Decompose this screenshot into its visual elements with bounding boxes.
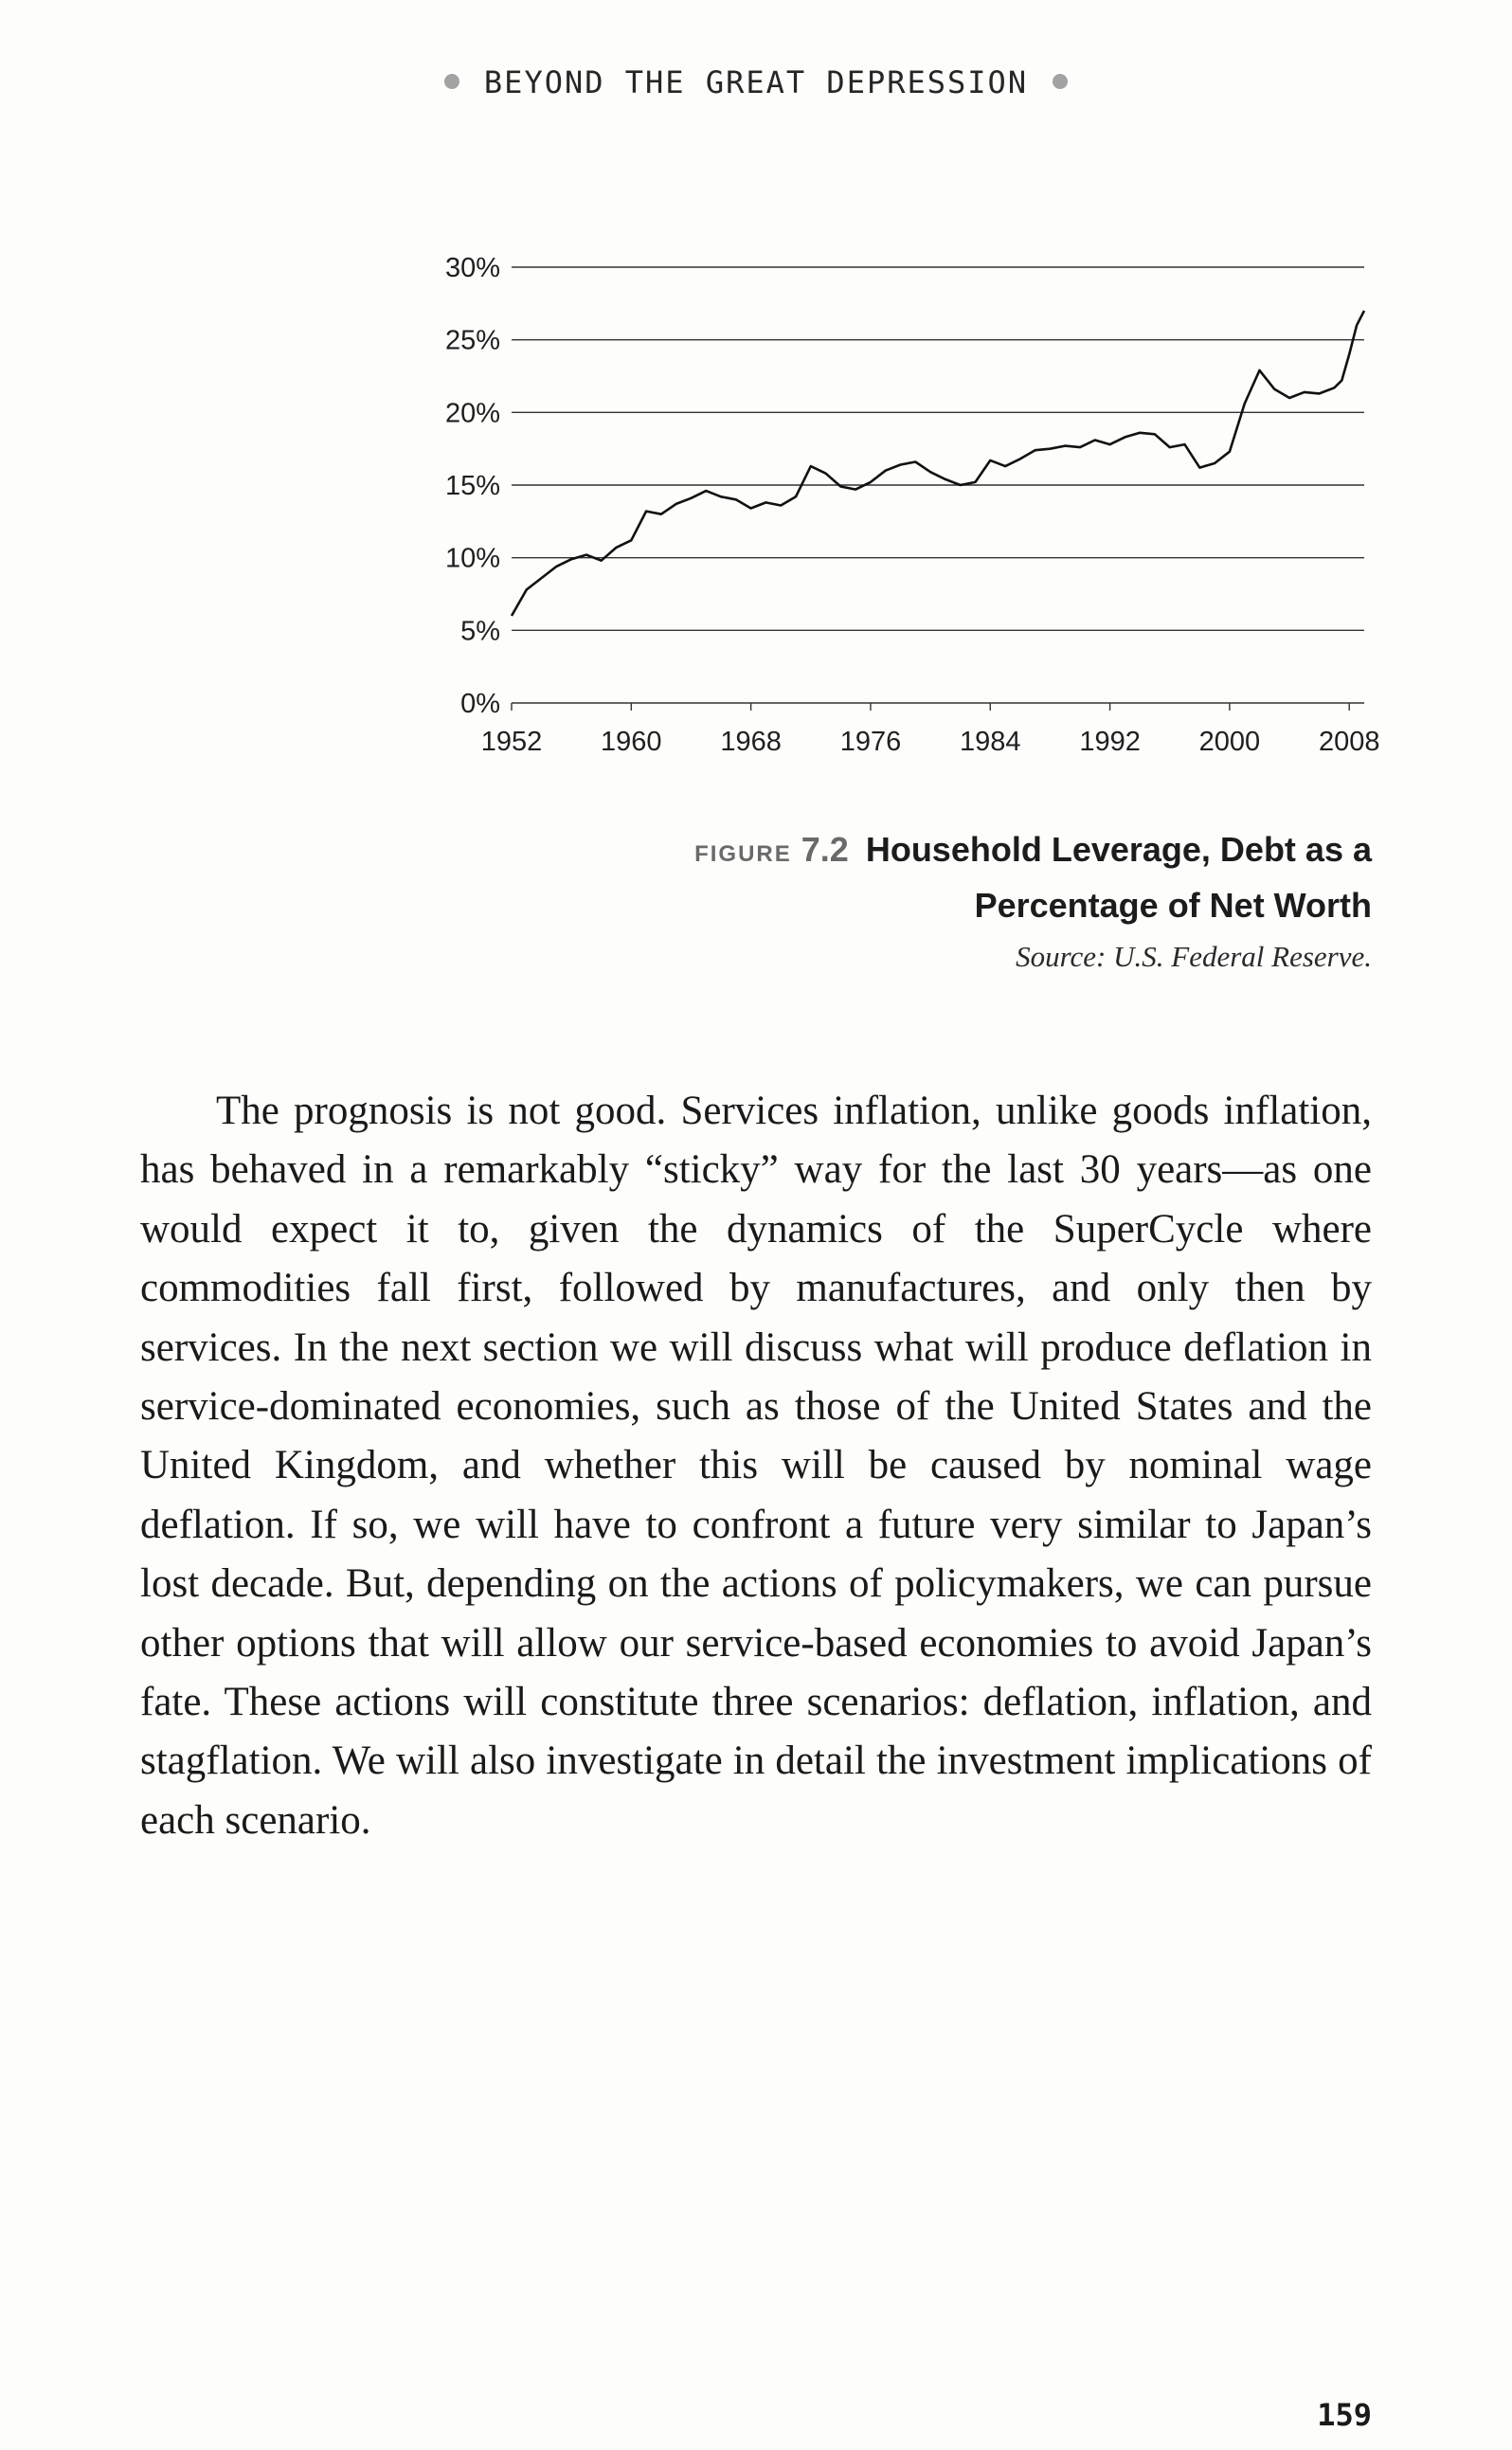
- y-tick-label: 20%: [444, 398, 500, 429]
- running-head: [0, 64, 1512, 100]
- x-tick-label: 1984: [960, 727, 1021, 757]
- x-tick-label: 1976: [839, 727, 902, 757]
- y-tick-label: 10%: [444, 543, 500, 574]
- figure-title-line1: Household Leverage, Debt as a: [865, 830, 1372, 869]
- figure-number: 7.2: [801, 830, 849, 869]
- bullet-dot-icon: [444, 74, 459, 89]
- x-tick-label: 1952: [480, 727, 543, 757]
- x-tick-label: 2000: [1198, 727, 1261, 757]
- y-tick-label: 15%: [444, 471, 500, 501]
- figure-caption: [519, 824, 1372, 931]
- x-axis-ticks: [481, 703, 1380, 757]
- x-tick-label: 2008: [1318, 727, 1380, 757]
- y-tick-label: 25%: [444, 325, 500, 356]
- x-tick-label: 1992: [1079, 727, 1141, 757]
- bullet-dot-icon: [1053, 74, 1068, 89]
- series-line: [512, 311, 1364, 616]
- figure-label: FIGURE: [694, 841, 792, 867]
- y-tick-label: 30%: [444, 253, 500, 283]
- figure-source: Source: U.S. Federal Reserve.: [1016, 940, 1372, 973]
- gridlines: [512, 267, 1364, 630]
- x-tick-label: 1960: [601, 727, 662, 757]
- y-tick-label: 5%: [460, 616, 500, 647]
- y-axis-ticks: [445, 253, 500, 719]
- page-number: 159: [1317, 2397, 1372, 2433]
- y-tick-label: 0%: [460, 689, 500, 719]
- figure-title-line2: Percentage of Net Worth: [974, 886, 1372, 925]
- x-tick-label: 1968: [720, 727, 782, 757]
- series-group: [512, 311, 1364, 616]
- household-leverage-chart: [398, 227, 1402, 777]
- body-paragraph: The prognosis is not good. Services inflation, unlike goods inflation, has behaved in a remarkably “sticky” way for the last 30 years—as one would expect it to, given the dynamics of the SuperCycle where commodities fall first, followed by manufactures, and only then by services. In the next section we will discuss what will produce deflation in service-dominated economies, such as those of the United States and the United Kingdom, and whether this will be caused by nominal wage deflation. If so, we will have to confront a future very similar to Japan’s lost decade. But, depending on the actions of policymakers, we can pursue other options that will allow our service-based economies to avoid Japan’s fate. These actions will constitute three scenarios: deflation, inflation, and stagflation. We will also investigate in detail the investment implications of each scenario.: [140, 1089, 1372, 1843]
- running-head-text: BEYOND THE GREAT DEPRESSION: [483, 64, 1029, 100]
